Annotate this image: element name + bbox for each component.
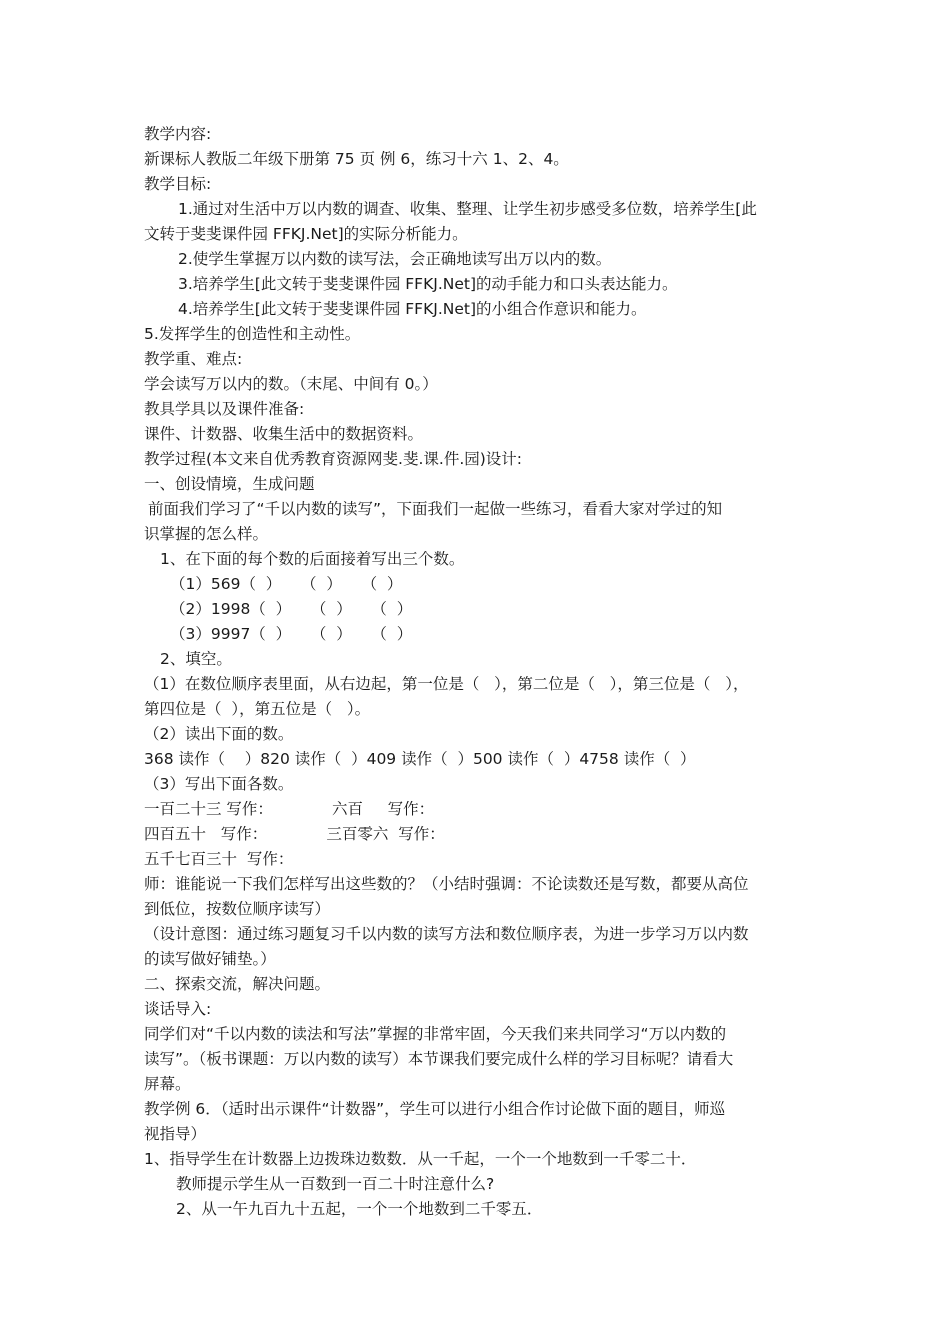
- text-line: 学会读写万以内的数。（末尾、中间有 0。）: [144, 375, 438, 393]
- exercise-line: 第四位是（ ），第五位是（ ）。: [144, 700, 371, 718]
- text-line: 教学过程(本文来自优秀教育资源网斐.斐.课.件.园)设计:: [144, 450, 523, 468]
- text-line: 教学例 6．（适时出示课件“计数器”，学生可以进行小组合作讨论做下面的题目，师巡: [144, 1100, 726, 1118]
- text-line: 同学们对“千以内数的读法和写法”掌握的非常牢固，今天我们来共同学习“万以内数的: [144, 1025, 727, 1043]
- text-line: 读写”。（板书课题：万以内数的读写）本节课我们要完成什么样的学习目标呢？请看大: [144, 1050, 734, 1068]
- text-line: 4.培养学生[此文转于斐斐课件园 FFKJ.Net]的小组合作意识和能力。: [178, 300, 647, 318]
- exercise-line: （3）9997（ ） （ ） （ ）: [170, 625, 413, 643]
- exercise-line: 一百二十三 写作： 六百 写作：: [144, 800, 435, 818]
- exercise-line: （1）在数位顺序表里面，从右边起，第一位是（ ），第二位是（ ），第三位是（ ），: [144, 675, 749, 693]
- text-line: 教学重、难点:: [144, 350, 243, 368]
- text-line: 1、在下面的每个数的后面接着写出三个数。: [160, 550, 465, 568]
- text-line: 1、指导学生在计数器上边拨珠边数数．从一千起，一个一个地数到一千零二十．: [144, 1150, 697, 1168]
- text-line: 教学内容:: [144, 125, 212, 143]
- text-line: 教学目标:: [144, 175, 212, 193]
- text-line: 3.培养学生[此文转于斐斐课件园 FFKJ.Net]的动手能力和口头表达能力。: [178, 275, 678, 293]
- section-heading: 二、探索交流，解决问题。: [144, 975, 331, 993]
- text-line: 的读写做好铺垫。）: [144, 950, 276, 968]
- text-line: 前面我们学习了“千以内数的读写”，下面我们一起做一些练习，看看大家对学过的知: [148, 500, 723, 518]
- text-line: 新课标人教版二年级下册第 75 页 例 6，练习十六 1、2、4。: [144, 150, 569, 168]
- exercise-line: 368 读作（ ）820 读作（ ）409 读作（ ）500 读作（ ）4758 读作（ ）: [144, 750, 696, 768]
- text-line: 1.通过对生活中万以内数的调查、收集、整理、让学生初步感受多位数，培养学生[此: [178, 200, 757, 218]
- text-line: 文转于斐斐课件园 FFKJ.Net]的实际分析能力。: [144, 225, 468, 243]
- text-line: （3）写出下面各数。: [144, 775, 294, 793]
- exercise-line: （1）569（ ） （ ） （ ）: [170, 575, 403, 593]
- text-line: 师：谁能说一下我们怎样写出这些数的？（小结时强调：不论读数还是写数，都要从高位: [144, 875, 749, 893]
- exercise-line: （2）1998（ ） （ ） （ ）: [170, 600, 413, 618]
- text-line: 课件、计数器、收集生活中的数据资料。: [144, 425, 424, 443]
- text-line: 教师提示学生从一百数到一百二十时注意什么?: [176, 1175, 495, 1193]
- text-line: 到低位，按数位顺序读写）: [144, 900, 331, 918]
- exercise-line: 四百五十 写作： 三百零六 写作：: [144, 825, 445, 843]
- text-line: 视指导）: [144, 1125, 207, 1143]
- text-line: （2）读出下面的数。: [144, 725, 294, 743]
- text-line: 识掌握的怎么样。: [144, 525, 269, 543]
- text-line: （设计意图：通过练习题复习千以内数的读写方法和数位顺序表，为进一步学习万以内数: [144, 925, 749, 943]
- text-line: 屏幕。: [144, 1075, 191, 1093]
- text-line: 谈话导入:: [144, 1000, 212, 1018]
- text-line: 5.发挥学生的创造性和主动性。: [144, 325, 361, 343]
- text-line: 教具学具以及课件准备:: [144, 400, 305, 418]
- exercise-line: 五千七百三十 写作：: [144, 850, 294, 868]
- section-heading: 一、创设情境，生成问题: [144, 475, 315, 493]
- text-line: 2.使学生掌握万以内数的读写法，会正确地读写出万以内的数。: [178, 250, 612, 268]
- text-line: 2、填空。: [160, 650, 232, 668]
- text-line: 2、从一午九百九十五起，一个一个地数到二千零五．: [176, 1200, 543, 1218]
- document-page: [144, 122, 814, 1222]
